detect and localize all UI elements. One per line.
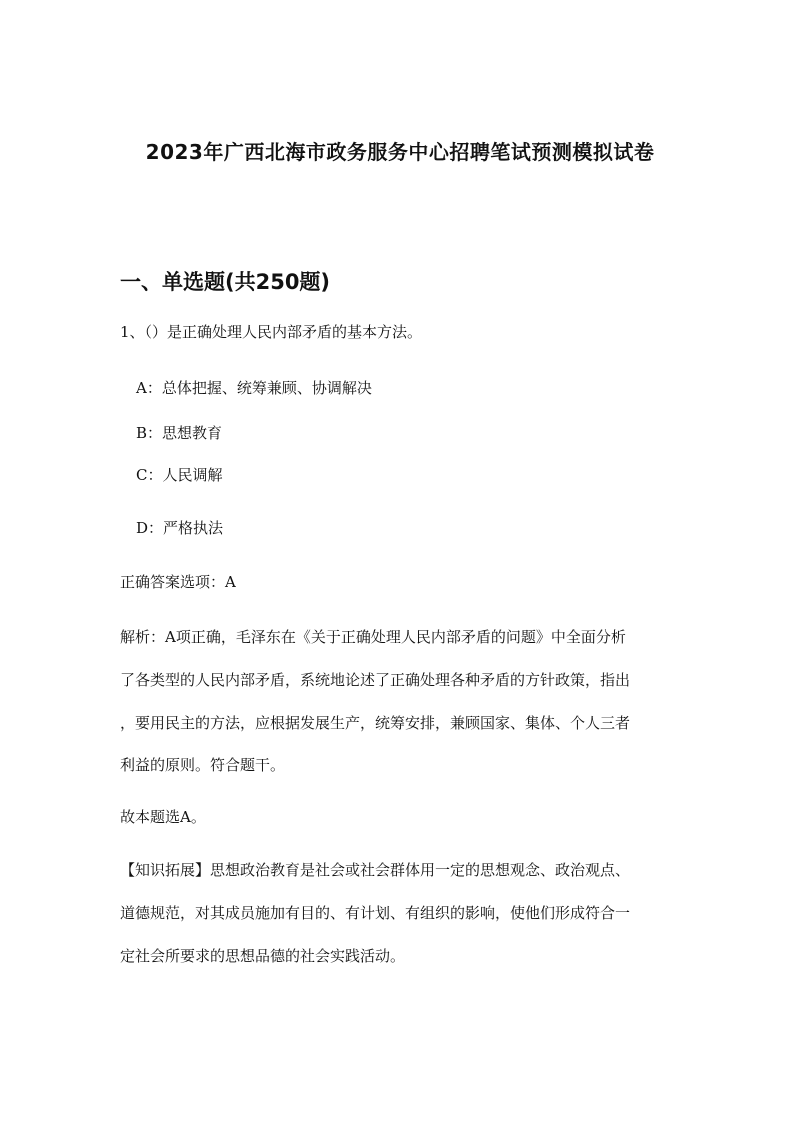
explanation-line: 了各类型的人民内部矛盾，系统地论述了正确处理各种矛盾的方针政策，指出 (120, 671, 631, 689)
conclusion: 故本题选A。 (120, 808, 206, 826)
explanation-line: ，要用民主的方法，应根据发展生产，统筹安排，兼顾国家、集体、个人三者 (120, 714, 631, 732)
document-title: 2023年广西北海市政务服务中心招聘笔试预测模拟试卷 (145, 140, 655, 164)
option-d: D：严格执法 (136, 519, 224, 537)
section-heading: 一、单选题(共250题) (120, 270, 331, 294)
knowledge-extension-line: 定社会所要求的思想品德的社会实践活动。 (120, 947, 406, 965)
explanation-line: 利益的原则。符合题干。 (120, 756, 286, 774)
option-b: B：思想教育 (136, 424, 223, 442)
explanation-line: 解析：A项正确，毛泽东在《关于正确处理人民内部矛盾的问题》中全面分析 (120, 628, 626, 646)
knowledge-extension-line: 【知识拓展】思想政治教育是社会或社会群体用一定的思想观念、政治观点、 (120, 861, 631, 879)
option-a: A：总体把握、统筹兼顾、协调解决 (136, 379, 372, 397)
question-stem: 1、（）是正确处理人民内部矛盾的基本方法。 (120, 323, 423, 341)
knowledge-extension-line: 道德规范，对其成员施加有目的、有计划、有组织的影响，使他们形成符合一 (120, 904, 631, 922)
option-c: C：人民调解 (136, 466, 223, 484)
correct-answer: 正确答案选项：A (120, 573, 236, 591)
